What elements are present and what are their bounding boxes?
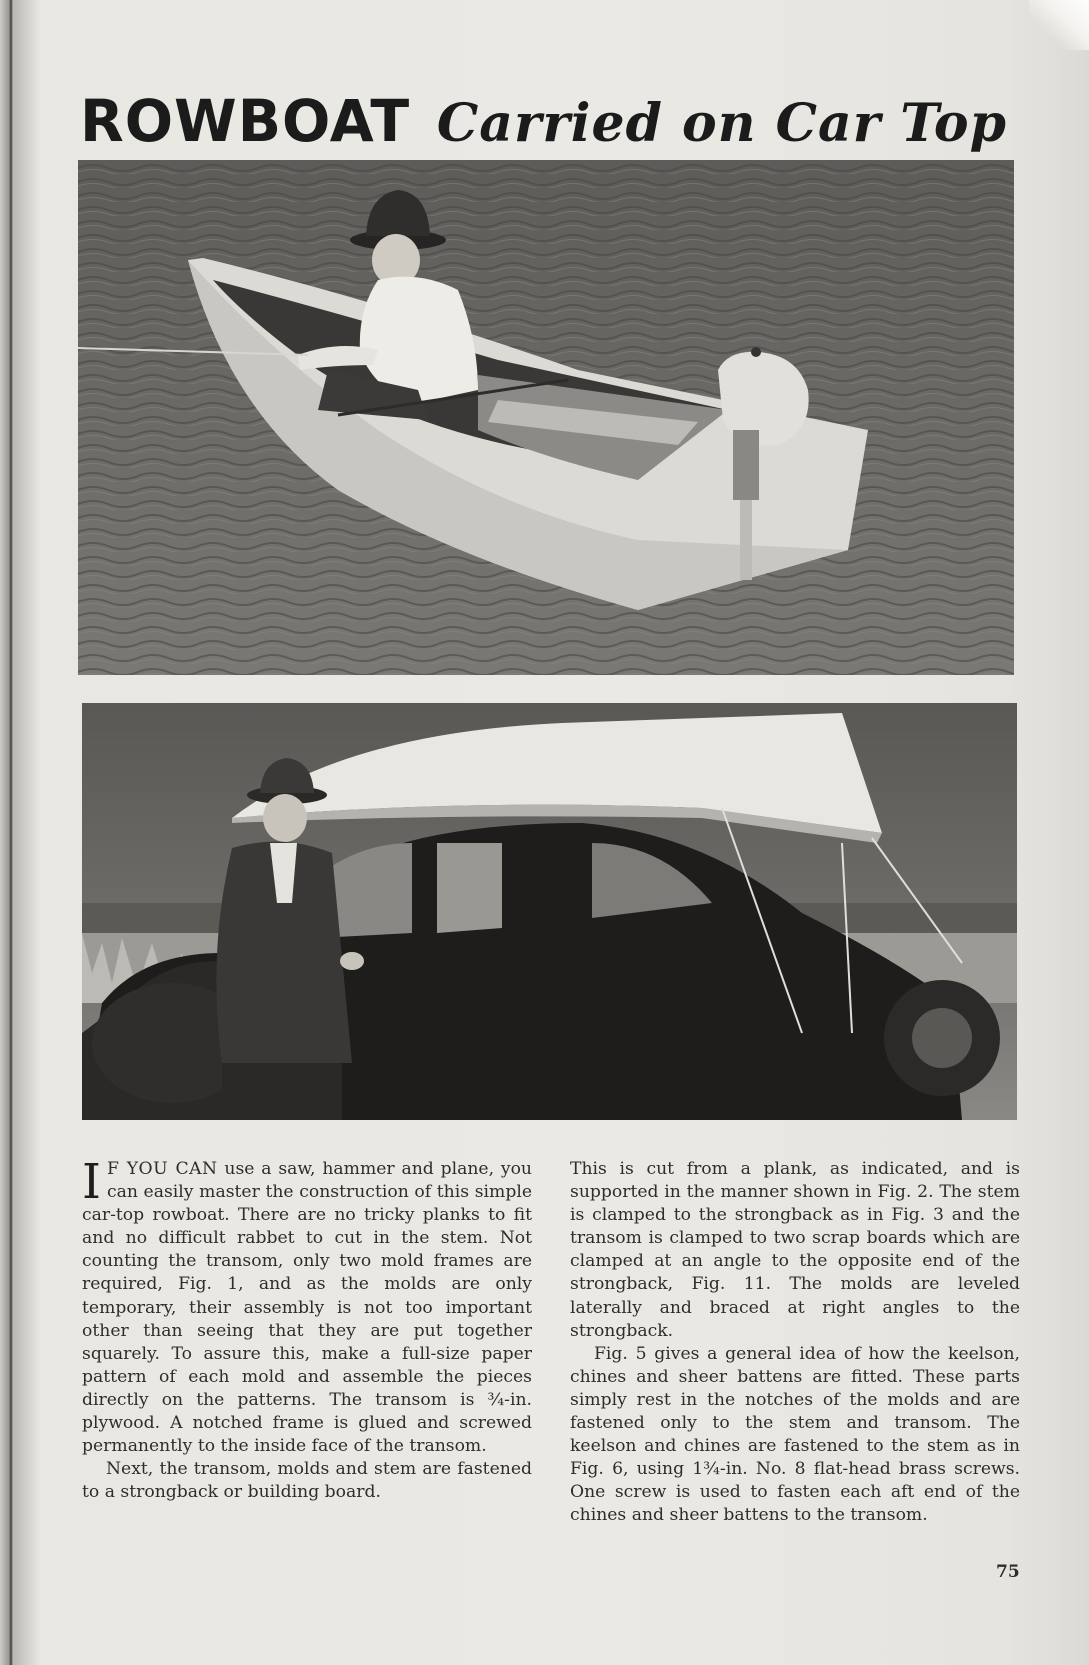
boat-on-car-photo — [82, 703, 1017, 1120]
paragraph-1 — [82, 1154, 532, 1458]
title-main: ROWBOAT — [80, 87, 411, 155]
drop-cap: I — [82, 1154, 101, 1210]
article-title — [80, 80, 1020, 155]
paragraph-3: This is cut from a plank, as indicated, and is supported in the manner shown in Fig. 2. The stem is clamped to the strongback as in Fig. 3 and the transom is clamped to two scrap boards which are clamped at an angle to the opposite end of the strongback, Fig. 11. The molds are leveled laterally and braced at right angles to the strongback. — [570, 1159, 1020, 1341]
paragraph-2: Next, the transom, molds and stem are fastened to a strongback or building board. — [82, 1459, 532, 1503]
title-script: Carried on Car Top — [436, 93, 1007, 154]
page-number: 75 — [996, 1562, 1020, 1582]
boat-on-water-photo — [78, 160, 1014, 675]
paragraph-4: Fig. 5 gives a general idea of how the keelson, chines and sheer battens are fitted. These parts simply rest in the notches of the molds and are fastened only to the stem and transom. The keelson and chines are fastened to the stem as in Fig. 6, using 1¾-in. No. 8 flat-head brass screws. One screw is used to fasten each aft end of the chines and sheer battens to the transom. — [570, 1343, 1020, 1526]
boat-on-water-illustration — [78, 160, 1014, 675]
article-column-1 — [82, 1154, 532, 1504]
article-column-2 — [570, 1158, 1020, 1528]
lead-in-caps: F YOU CAN — [106, 1159, 218, 1179]
page-corner-fold — [1029, 0, 1089, 50]
boat-on-car-illustration — [82, 703, 1017, 1120]
paragraph-1-text: use a saw, hammer and plane, you can easily master the construction of this simple car-top rowboat. There are no tricky planks to fit and no difficult rabbet to cut in the stem. Not counting the transom, only two mold frames are required, Fig. 1, and as the molds are only temporary, their assembly is not too important other than seeing that they are put together squarely. To assure this, make a full-size paper pattern of each mold and assemble the pieces directly on the patterns. The transom is ¾-in. plywood. A notched frame is glued and screwed permanently to the inside face of the transom. — [82, 1159, 532, 1457]
